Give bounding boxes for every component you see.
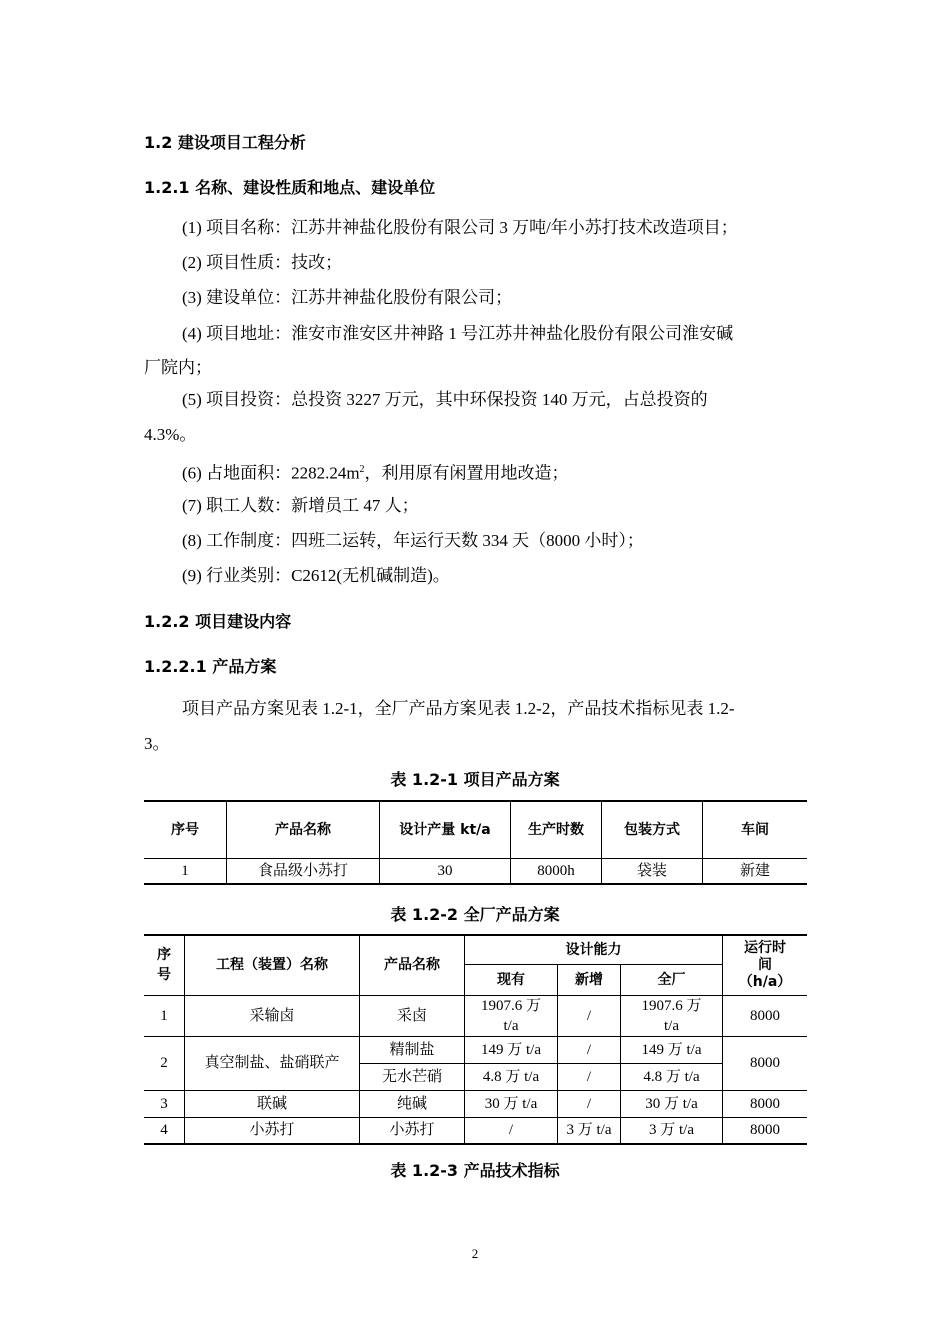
t2-cell: 小苏打 [185, 1117, 360, 1144]
t2-cell: 1907.6 万 t/a [465, 995, 558, 1036]
t2-cell: 8000 [723, 1117, 808, 1144]
table2-caption: 表 1.2-2 全厂产品方案 [390, 905, 560, 924]
t2-cell: 无水芒硝 [360, 1063, 465, 1090]
t1-cell: 食品级小苏打 [227, 858, 380, 884]
t2-cell: 4.8 万 t/a [621, 1063, 723, 1090]
t2-cell: / [558, 1090, 621, 1117]
t1-header-product: 产品名称 [227, 801, 380, 858]
page-number: 2 [471, 1246, 479, 1261]
t2-cell: 149 万 t/a [465, 1036, 558, 1063]
table-row [144, 858, 807, 884]
t2-cell: / [558, 995, 621, 1036]
t2-cell: 小苏打 [360, 1117, 465, 1144]
t2-cell: 8000 [723, 1090, 808, 1117]
t1-cell: 30 [380, 858, 511, 884]
t2-cell: 采卤 [360, 995, 465, 1036]
item-industry: (9) 行业类别：C2612(无机碱制造)。 [182, 566, 450, 585]
t1-header-no: 序号 [144, 801, 227, 858]
table1-caption: 表 1.2-1 项目产品方案 [390, 770, 560, 789]
t1-header-capacity: 设计产量 kt/a [380, 801, 511, 858]
t2-cell: 8000 [723, 1036, 808, 1090]
t2-header-capacity: 设计能力 [465, 935, 723, 964]
table-row [144, 995, 807, 1036]
table-plant-product-plan [144, 934, 807, 1145]
t1-cell: 8000h [511, 858, 602, 884]
item-work-system: (8) 工作制度：四班二运转，年运行天数 334 天（8000 小时）； [182, 531, 644, 550]
table3-caption: 表 1.2-3 产品技术指标 [390, 1161, 560, 1180]
t2-cell: 2 [144, 1036, 185, 1090]
item-land-area: (6) 占地面积：$2282.24m^2$，利用原有闲置用地改造； [182, 463, 569, 483]
t2-cell: 精制盐 [360, 1036, 465, 1063]
t2-cell: 联碱 [185, 1090, 360, 1117]
t2-header-time: 运行时 间 （h/a） [723, 935, 808, 995]
t2-header-no: 序 号 [144, 935, 185, 995]
t2-cell: / [558, 1063, 621, 1090]
item-project-investment-cont: 4.3%。 [144, 425, 197, 444]
t2-header-all: 全厂 [621, 964, 723, 995]
item-project-address-cont: 厂院内； [144, 358, 212, 377]
intro-paragraph-cont: 3。 [144, 734, 170, 753]
intro-paragraph: 项目产品方案见表 1.2-1，全厂产品方案见表 1.2-2，产品技术指标见表 1.2- [182, 699, 735, 718]
table-row [144, 1090, 807, 1117]
section-heading-1-2-2-1: 1.2.2.1 产品方案 [144, 657, 277, 676]
item-project-address: (4) 项目地址：淮安市淮安区井神路 1 号江苏井神盐化股份有限公司淮安碱 [182, 324, 734, 343]
t2-cell: 149 万 t/a [621, 1036, 723, 1063]
section-heading-1-2: 1.2 建设项目工程分析 [144, 133, 306, 152]
item-project-investment: (5) 项目投资：总投资 3227 万元，其中环保投资 140 万元，占总投资的 [182, 390, 708, 409]
t2-cell: 真空制盐、盐硝联产 [185, 1036, 360, 1090]
t2-cell: 3 [144, 1090, 185, 1117]
t2-cell: 8000 [723, 995, 808, 1036]
t2-cell: 30 万 t/a [621, 1090, 723, 1117]
t2-cell: 3 万 t/a [558, 1117, 621, 1144]
t2-cell: / [465, 1117, 558, 1144]
t1-header-hours: 生产时数 [511, 801, 602, 858]
t2-header-product: 产品名称 [360, 935, 465, 995]
t2-header-project: 工程（装置）名称 [185, 935, 360, 995]
table-project-product-plan [144, 800, 807, 885]
t1-cell: 袋装 [602, 858, 703, 884]
t2-cell: / [558, 1036, 621, 1063]
t2-cell: 4.8 万 t/a [465, 1063, 558, 1090]
table-row [144, 1036, 807, 1063]
section-heading-1-2-1: 1.2.1 名称、建设性质和地点、建设单位 [144, 178, 436, 197]
item-project-name: (1) 项目名称：江苏井神盐化股份有限公司 3 万吨/年小苏打技术改造项目； [182, 218, 738, 237]
t2-cell: 1 [144, 995, 185, 1036]
t2-cell: 4 [144, 1117, 185, 1144]
table-row [144, 1117, 807, 1144]
t2-cell: 纯碱 [360, 1090, 465, 1117]
t1-cell: 1 [144, 858, 227, 884]
t2-cell: 3 万 t/a [621, 1117, 723, 1144]
t2-header-existing: 现有 [465, 964, 558, 995]
item-staff: (7) 职工人数：新增员工 47 人； [182, 496, 419, 515]
item-construction-unit: (3) 建设单位：江苏井神盐化股份有限公司； [182, 288, 513, 307]
t1-header-workshop: 车间 [703, 801, 808, 858]
t1-cell: 新建 [739, 862, 770, 879]
t2-cell: 30 万 t/a [465, 1090, 558, 1117]
t2-cell: 采输卤 [185, 995, 360, 1036]
t2-header-new: 新增 [558, 964, 621, 995]
section-heading-1-2-2: 1.2.2 项目建设内容 [144, 612, 292, 631]
t1-header-packaging: 包装方式 [602, 801, 703, 858]
t2-cell: 1907.6 万 t/a [621, 995, 723, 1036]
item-project-nature: (2) 项目性质：技改； [182, 253, 343, 272]
